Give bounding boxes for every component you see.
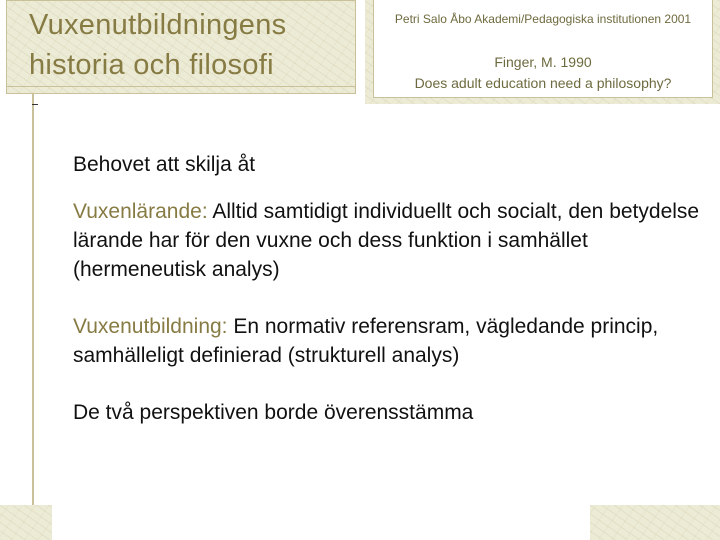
left-rule-tick [32,104,38,105]
definition-vuxenutbildning: En normativ referensram, vägledande princip, samhälleligt definierad (strukturell analys) [73,315,659,367]
title-panel [6,0,356,94]
header-panel [365,0,720,104]
reference-citation: Finger, M. 1990 [494,54,592,70]
left-rule-divider [32,94,34,540]
reference-title: Does adult education need a philosophy? [414,75,672,91]
term-vuxenlarande: Vuxenlärande: [73,200,208,223]
term-vuxenutbildning: Vuxenutbildning: [73,315,228,338]
slide-title-line1: Vuxenutbildningens [29,9,287,41]
author-line: Petri Salo Åbo Akademi/Pedagogiska institutionen 2001 [394,12,692,26]
intro-text: Behovet att skilja åt [73,153,256,176]
definition-vuxenlarande: Alltid samtidigt individuellt och socialt, den betydelse lärande har för den vuxne och dess funktion i samhället (hermeneutisk analys) [73,200,700,281]
paragraph-vuxenutbildning [73,312,713,370]
slide-title [29,5,359,85]
slide-body [73,150,713,427]
header-frame [373,0,713,98]
bottom-left-texture [0,505,52,540]
title-panel-divider [7,86,355,87]
paragraph-vuxenlarande [73,197,713,284]
bottom-right-texture [590,505,720,540]
conclusion-text: De två perspektiven borde överensstämma [73,401,474,424]
slide-title-line2: historia och filosofi [29,49,274,81]
